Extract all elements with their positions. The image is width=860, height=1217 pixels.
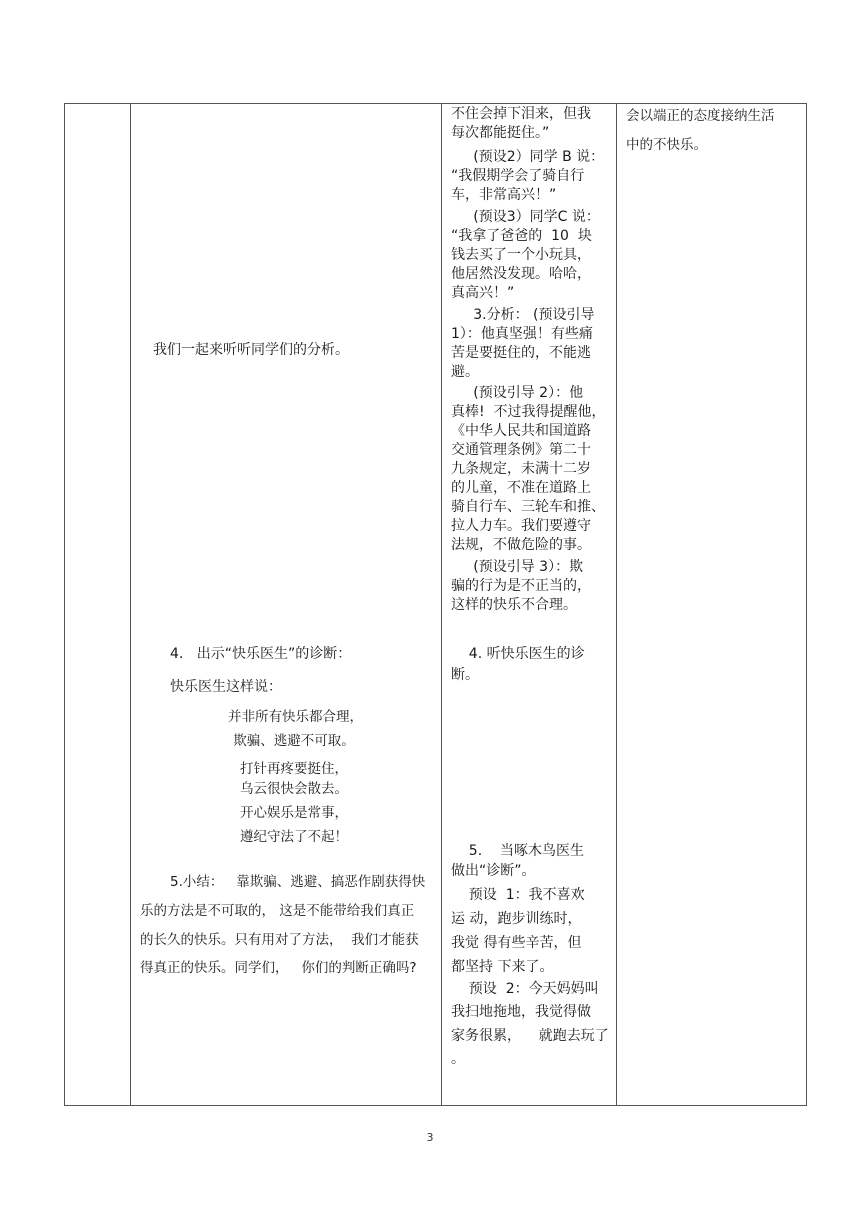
poem-line: 乌云很快会散去。	[240, 781, 348, 797]
student-activity-line: 骑自行车、三轮车和推、	[451, 499, 605, 515]
student-activity-line: 1）：他真坚强！有些痛	[451, 326, 593, 342]
student-activity-line: (预设引导 2）：他	[451, 385, 584, 401]
student-activity-line: “我拿了爸爸的 10 块	[451, 228, 592, 244]
student-activity-line: 预设 2：今天妈妈叫	[451, 981, 599, 997]
student-activity-line: 每次都能挺住。”	[451, 125, 550, 141]
student-activity-line: 九条规定，未满十二岁	[451, 461, 591, 477]
student-activity-line: 都坚持 下来了。	[451, 959, 554, 975]
summary-line: 5.小结： 靠欺骗、逃避、搞恶作剧获得快	[170, 874, 426, 890]
student-activity-line: 我觉 得有些辛苦，但	[451, 935, 582, 951]
student-activity-line: 3.分析： (预设引导	[451, 307, 595, 323]
poem-line: 打针再疼要挺住，	[240, 761, 348, 777]
poem-line: 并非所有快乐都合理，	[228, 709, 363, 725]
student-activity-line: 我扫地拖地，我觉得做	[451, 1004, 591, 1020]
student-activity-line: 运 动，跑步训练时，	[451, 911, 582, 927]
summary-line: 的长久的快乐。只有用对了方法， 我们才能获	[140, 932, 419, 948]
student-activity-line: 《中华人民共和国道路	[451, 423, 591, 439]
table-column-divider	[616, 103, 617, 1106]
poem-line: 遵纪守法了不起！	[240, 829, 348, 845]
design-intent-line: 中的不快乐。	[626, 137, 707, 153]
table-column-divider	[130, 103, 131, 1106]
analysis-intro: 我们一起来听听同学们的分析。	[153, 342, 349, 358]
student-activity-line: 避。	[451, 364, 479, 380]
student-activity-line: 他居然没发现。哈哈，	[451, 266, 591, 282]
student-activity-line: 苦是要挺住的，不能逃	[451, 345, 591, 361]
student-activity-line: 不住会掉下泪来，但我	[451, 106, 591, 122]
student-activity-line: 骗的行为是不正当的，	[451, 578, 591, 594]
student-activity-line: 真高兴！”	[451, 285, 515, 301]
student-activity-line: (预设3）同学C 说：	[451, 209, 600, 225]
student-activity-line: (预设2）同学 B 说：	[451, 149, 605, 165]
student-activity-line: “我假期学会了骑自行	[451, 168, 585, 184]
student-activity-line: 做出“诊断”。	[451, 863, 536, 879]
student-activity-line: 钱去买了一个小玩具，	[451, 247, 591, 263]
student-activity-line: 这样的快乐不合理。	[451, 597, 577, 613]
student-activity-line: 车，非常高兴！”	[451, 187, 557, 203]
student-activity-line: 5. 当啄木鸟医生	[451, 843, 584, 859]
poem-line: 开心娱乐是常事，	[240, 805, 348, 821]
student-activity-line: 拉人力车。我们要遵守	[451, 518, 591, 534]
student-activity-line: 。	[451, 1051, 465, 1067]
student-activity-line: 交通管理条例》第二十	[451, 442, 591, 458]
student-activity-line: (预设引导 3）：欺	[451, 559, 584, 575]
poem-line: 欺骗、逃避不可取。	[233, 733, 355, 749]
student-activity-line: 4. 听快乐医生的诊	[451, 646, 585, 662]
student-activity-line: 家务很累， 就跑去玩了	[451, 1028, 609, 1044]
student-activity-line: 断。	[451, 667, 479, 683]
student-activity-line: 法规，不做危险的事。	[451, 537, 591, 553]
student-activity-line: 真棒! 不过我得提醒他，	[451, 404, 606, 420]
summary-line: 乐的方法是不可取的， 这是不能带给我们真正	[140, 903, 415, 919]
summary-line: 得真正的快乐。同学们， 你们的判断正确吗?	[140, 960, 417, 976]
table-column-divider	[441, 103, 442, 1106]
step4-title: 4. 出示“快乐医生”的诊断：	[170, 646, 352, 662]
design-intent-line: 会以端正的态度接纳生活	[626, 108, 775, 124]
page-number: 3	[426, 1131, 434, 1144]
student-activity-line: 的儿童，不准在道路上	[451, 480, 591, 496]
step4-subtitle: 快乐医生这样说：	[170, 679, 282, 695]
student-activity-line: 预设 1：我不喜欢	[451, 887, 585, 903]
